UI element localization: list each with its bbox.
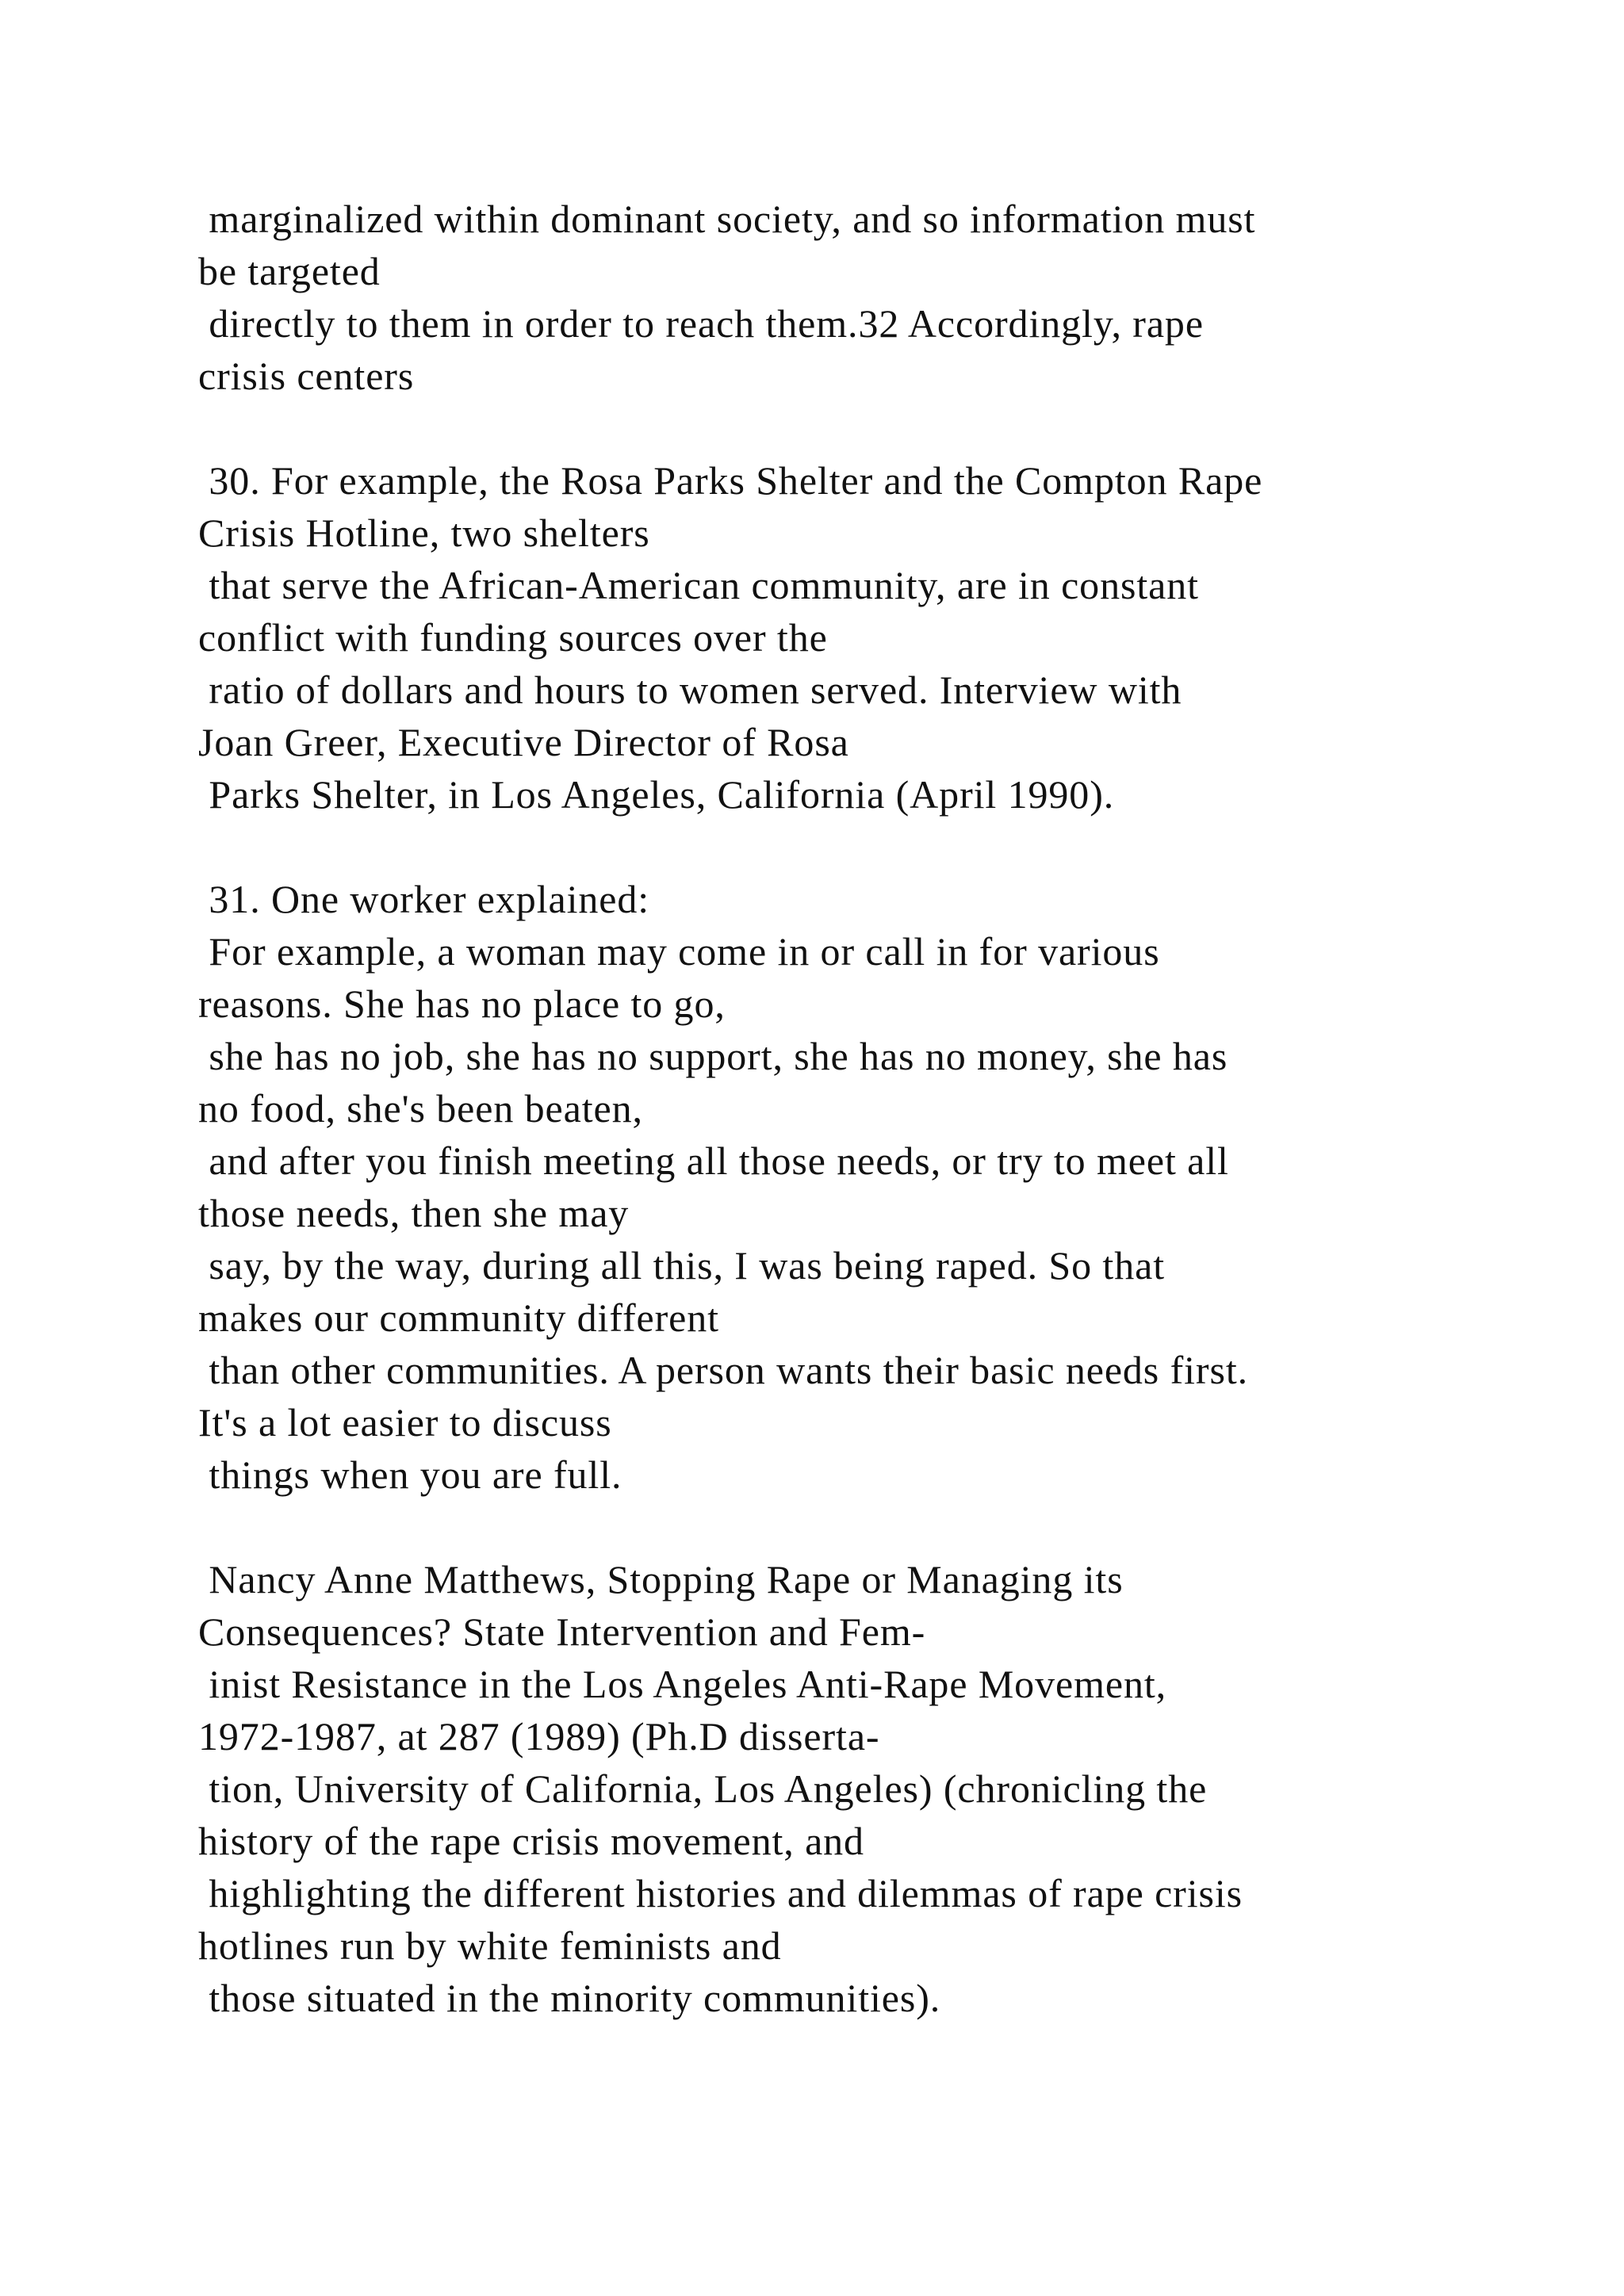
text-line: be targeted	[198, 249, 381, 293]
text-line: tion, University of California, Los Angeles) (chronicling the	[198, 1766, 1208, 1811]
text-line: 31. One worker explained:	[198, 877, 650, 921]
text-line: and after you finish meeting all those needs, or try to meet all	[198, 1138, 1229, 1183]
paragraph-gap	[198, 1501, 1546, 1553]
text-line: 30. For example, the Rosa Parks Shelter and the Compton Rape	[198, 458, 1263, 503]
text-line: no food, she's been beaten,	[198, 1086, 643, 1131]
text-line: history of the rape crisis movement, and	[198, 1819, 864, 1863]
text-line: 1972-1987, at 287 (1989) (Ph.D disserta-	[198, 1714, 880, 1758]
text-line: For example, a woman may come in or call in for various	[198, 929, 1160, 974]
text-line: makes our community different	[198, 1295, 719, 1340]
text-line: ratio of dollars and hours to women served. Interview with	[198, 668, 1182, 712]
paragraph	[198, 193, 1546, 402]
text-line: things when you are full.	[198, 1452, 622, 1497]
text-line: reasons. She has no place to go,	[198, 982, 726, 1026]
text-line: directly to them in order to reach them.32 Accordingly, rape	[198, 301, 1204, 346]
text-line: Crisis Hotline, two shelters	[198, 511, 650, 555]
text-line: Consequences? State Intervention and Fem-	[198, 1609, 926, 1654]
text-line: she has no job, she has no support, she has no money, she has	[198, 1034, 1228, 1078]
text-line: that serve the African-American community, are in constant	[198, 563, 1199, 607]
paragraph-gap	[198, 402, 1546, 454]
paragraph-gap	[198, 821, 1546, 873]
text-line: those needs, then she may	[198, 1191, 630, 1235]
text-line: Nancy Anne Matthews, Stopping Rape or Managing its	[198, 1557, 1124, 1601]
footnote-30	[198, 454, 1546, 821]
text-line: highlighting the different histories and dilemmas of rape crisis	[198, 1871, 1243, 1915]
footnote-31	[198, 873, 1546, 1501]
text-line: Joan Greer, Executive Director of Rosa	[198, 720, 849, 764]
citation-paragraph	[198, 1553, 1546, 2024]
text-line: conflict with funding sources over the	[198, 615, 828, 660]
text-line: than other communities. A person wants their basic needs first.	[198, 1348, 1249, 1392]
text-line: those situated in the minority communities).	[198, 1976, 941, 2020]
text-line: crisis centers	[198, 354, 415, 398]
text-line: It's a lot easier to discuss	[198, 1400, 612, 1445]
text-line: hotlines run by white feminists and	[198, 1923, 782, 1968]
document-body	[198, 193, 1546, 2024]
text-line: say, by the way, during all this, I was being raped. So that	[198, 1243, 1166, 1288]
text-line: inist Resistance in the Los Angeles Anti-Rape Movement,	[198, 1662, 1167, 1706]
text-line: marginalized within dominant society, and so information must	[198, 197, 1256, 241]
text-line: Parks Shelter, in Los Angeles, California (April 1990).	[198, 772, 1115, 817]
